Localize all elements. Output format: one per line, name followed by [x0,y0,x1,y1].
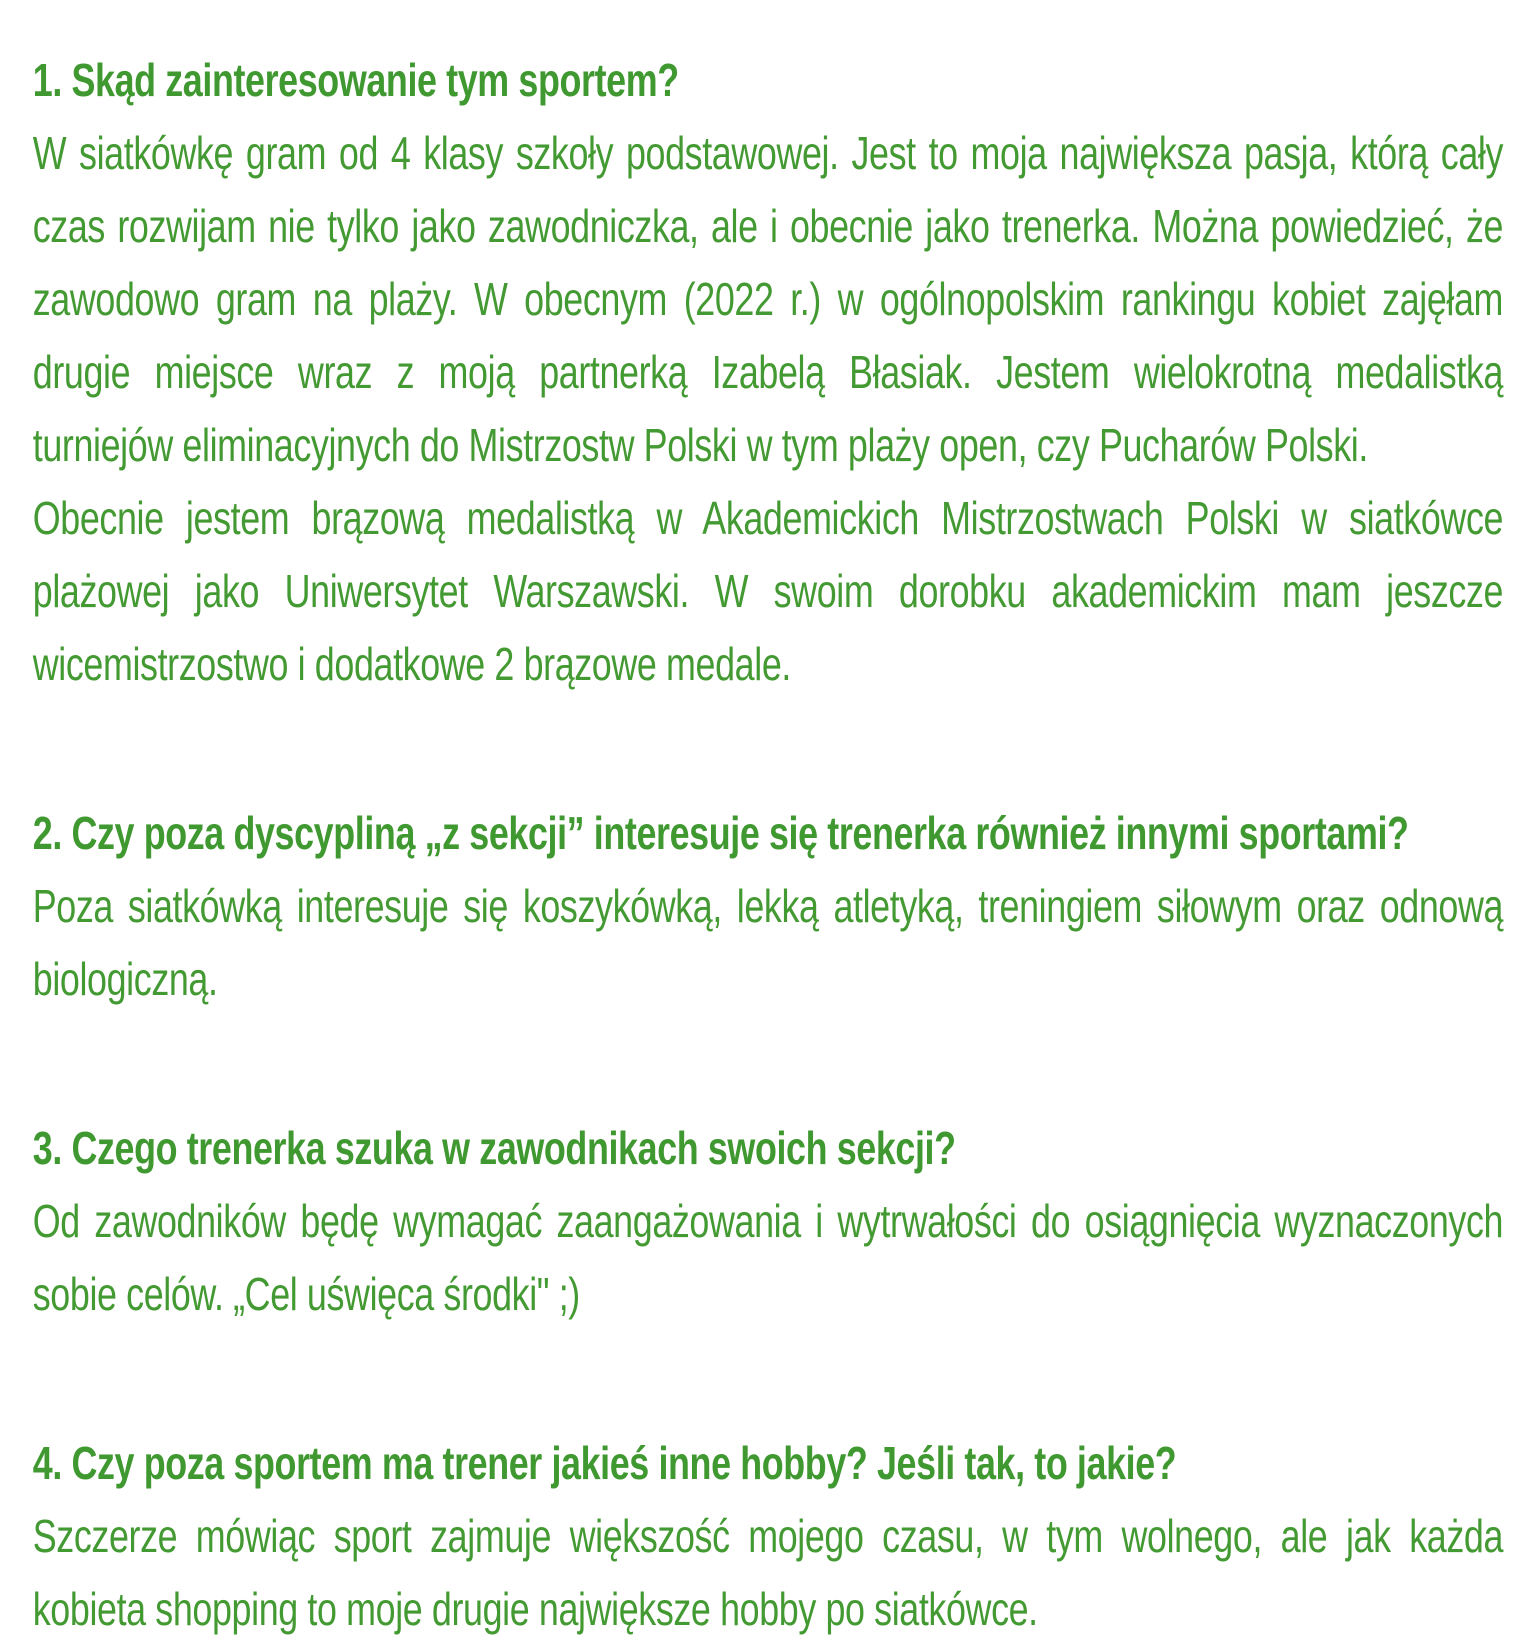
qa-section-1 [33,44,1503,701]
answer-1-paragraph-1: W siatkówkę gram od 4 klasy szkoły podstawowej. Jest to moja największa pasja, którą cały czas rozwijam nie tylko jako zawodniczka, ale i obecnie jako trenerka. Można powiedzieć, że zawodowo gram na plaży. W obecnym (2022 r.) w ogólnopolskim rankingu kobiet zajęłam drugie miejsce wraz z moją partnerką Izabelą Błasiak. Jestem wielokrotną medalistką turniejów eliminacyjnych do Mistrzostw Polski w tym plaży open, czy Pucharów Polski. [32,127,1504,471]
qa-section-2 [33,797,1503,1016]
answer-4-paragraph-1: Szczerze mówiąc sport zajmuje większość mojego czasu, w tym wolnego, ale jak każda kobieta shopping to moje drugie największe hobby po siatkówce. [32,1510,1504,1635]
qa-section-4 [33,1427,1503,1646]
qa-section-3 [33,1112,1503,1331]
question-1-heading: 1. Skąd zainteresowanie tym sportem? [32,54,679,106]
question-2-heading: 2. Czy poza dyscypliną „z sekcji” interesuje się trenerka również innymi sportami? [32,807,1409,859]
question-3-heading: 3. Czego trenerka szuka w zawodnikach swoich sekcji? [32,1122,956,1174]
answer-1-paragraph-2: Obecnie jestem brązową medalistką w Akademickich Mistrzostwach Polski w siatkówce plażowej jako Uniwersytet Warszawski. W swoim dorobku akademickim mam jeszcze wicemistrzostwo i dodatkowe 2 brązowe medale. [32,492,1504,690]
answer-3-paragraph-1: Od zawodników będę wymagać zaangażowania i wytrwałości do osiągnięcia wyznaczonych sobie celów. „Cel uświęca środki" ;) [32,1195,1504,1320]
answer-2-paragraph-1: Poza siatkówką interesuje się koszykówką, lekką atletyką, treningiem siłowym oraz odnową biologiczną. [32,880,1504,1005]
question-4-heading: 4. Czy poza sportem ma trener jakieś inne hobby? Jeśli tak, to jakie? [32,1437,1177,1489]
